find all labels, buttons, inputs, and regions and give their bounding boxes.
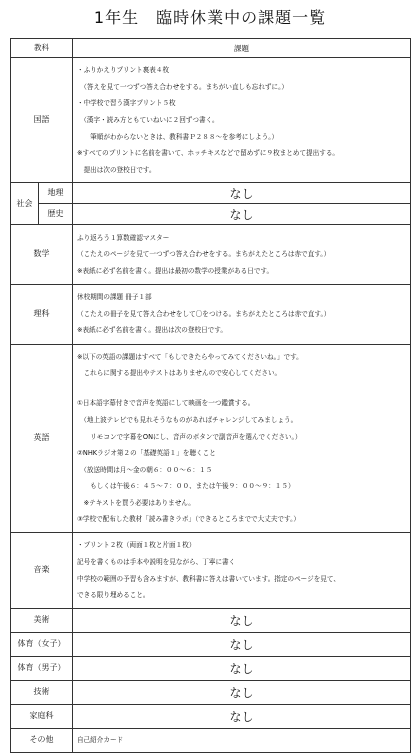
- subject-label-katei: 家庭科: [11, 704, 73, 728]
- task-line: ②NHKラジオ第２の「基礎英語１」を聴くこと: [77, 449, 216, 458]
- task-ongaku: [73, 533, 411, 609]
- table-row: [11, 632, 411, 656]
- task-bijutsu: なし: [73, 608, 411, 632]
- subject-header: 教科: [11, 39, 73, 58]
- task-line: これらに関する提出やテストはありませんので安心してください。: [77, 369, 282, 378]
- task-line: 提出は次の登校日です。: [77, 165, 156, 174]
- task-kokugo: [73, 58, 411, 183]
- task-line: できる限り埋めること。: [77, 591, 150, 600]
- task-line: リモコンで字幕をONにし、音声のボタンで副音声を選んでください。）: [77, 432, 302, 441]
- task-header: 課題: [73, 39, 411, 58]
- task-chiri: なし: [73, 183, 411, 204]
- task-line: ※テキストを買う必要はありません。: [77, 498, 195, 507]
- task-line: ・プリント２枚（両面１枚と片面１枚）: [77, 541, 196, 550]
- task-line: ・中学校で習う漢字プリント５枚: [77, 99, 176, 108]
- task-line: ※以下の英語の課題はすべて「もしできたらやってみてくださいね。」です。: [77, 352, 303, 361]
- table-row: [11, 704, 411, 728]
- subject-label-chiri: 地理: [39, 183, 73, 204]
- task-line: もしくは午後６：４５～７：００、または午後９：００～９：１５）: [77, 482, 295, 491]
- subject-label-gijutsu: 技術: [11, 680, 73, 704]
- task-sugaku: [73, 225, 411, 284]
- subject-label-rika: 理科: [11, 284, 73, 344]
- task-line: ①日本語字幕付きで音声を英語にして映画を一つ鑑賞する。: [77, 399, 255, 408]
- task-katei: なし: [73, 704, 411, 728]
- task-line: 筆順がわからないときは、教科書Ｐ２８８～を参考にしよう。）: [77, 132, 279, 141]
- task-taiiku-danshi: なし: [73, 656, 411, 680]
- subject-label-taiiku-danshi: 体育（男子）: [11, 656, 73, 680]
- table-row: [11, 728, 411, 752]
- task-line: （こたえのページを見て一つずつ答え合わせをする。まちがえたところは赤で直す。）: [77, 250, 331, 259]
- task-line: （放送時間は月～金の朝６：００～６：１５: [77, 465, 213, 474]
- table-row: [11, 344, 411, 533]
- task-line: ・ふりかえりプリント裏表４枚: [77, 66, 170, 75]
- task-line: ※表紙に必ず名前を書く。提出は次の登校日です。: [77, 326, 227, 335]
- task-taiiku-joshi: なし: [73, 632, 411, 656]
- task-sonota: 自己紹介カード: [73, 728, 411, 752]
- subject-label-sonota: その他: [11, 728, 73, 752]
- assignment-table: [10, 38, 411, 753]
- task-rekishi: なし: [73, 204, 411, 225]
- task-line: （漢字・読み方ともていねいに２回ずつ書く。: [77, 116, 219, 125]
- task-line: ※すべてのプリントに名前を書いて、ホッチキスなどで留めずに９枚まとめて提出する。: [77, 149, 340, 158]
- task-line: （こたえの冊子を見て答え合わせをして〇をつける。まちがえたところは赤で直す。）: [77, 309, 331, 318]
- table-row: [11, 58, 411, 183]
- subject-label-sugaku: 数学: [11, 225, 73, 284]
- subject-label-taiiku-joshi: 体育（女子）: [11, 632, 73, 656]
- table-row: [11, 204, 411, 225]
- subject-label-kokugo: 国語: [11, 58, 73, 183]
- table-row: [11, 656, 411, 680]
- subject-label-rekishi: 歴史: [39, 204, 73, 225]
- page-title: 1年生 臨時休業中の課題一覧: [93, 8, 327, 27]
- task-line: 記号を書くものは手本や説明を見ながら、丁寧に書く: [77, 557, 236, 566]
- task-gijutsu: なし: [73, 680, 411, 704]
- table-row: [11, 680, 411, 704]
- subject-label-eigo: 英語: [11, 344, 73, 533]
- task-line: ※表紙に必ず名前を書く。提出は最初の数学の授業がある日です。: [77, 266, 274, 275]
- subject-label-bijutsu: 美術: [11, 608, 73, 632]
- subject-label-shakai: 社会: [11, 183, 39, 225]
- subject-label-ongaku: 音楽: [11, 533, 73, 609]
- task-eigo: [73, 344, 411, 533]
- table-row: [11, 183, 411, 204]
- task-line: ふり返ろう１算数確認マスター: [77, 233, 170, 242]
- task-rika: [73, 284, 411, 344]
- task-line: 休校期間の課題 冊子１部: [77, 293, 152, 302]
- table-row: [11, 225, 411, 284]
- task-line: （地上波テレビでも見れそうなものがあればチャレンジしてみましょう。: [77, 415, 298, 424]
- task-line: [77, 386, 406, 391]
- task-line: 中学校の範囲の予習も含みますが、教科書に答えは書いています。指定のページを見て、: [77, 574, 340, 583]
- table-row: [11, 533, 411, 609]
- table-header-row: [11, 39, 411, 58]
- task-line: ③学校で配布した教材「読み書きラボ」（できるところまでで大丈夫です。）: [77, 515, 300, 524]
- table-row: [11, 284, 411, 344]
- task-line: （答えを見て一つずつ答え合わせをする。まちがい直しも忘れずに。）: [77, 82, 288, 91]
